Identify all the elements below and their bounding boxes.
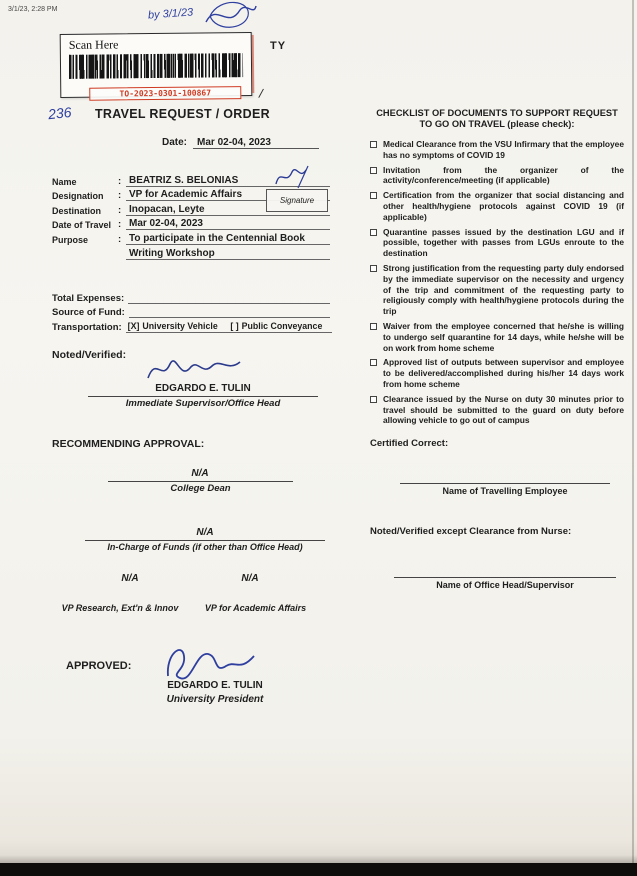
field-row-purpose-cont — [52, 245, 330, 260]
field-row-date-of-travel — [52, 216, 330, 231]
checklist-item-text: Approved list of outputs between supervisor and employee to be delivered/accomplished during his/her 14 days work from home scheme — [383, 357, 624, 389]
field-colon: : — [118, 175, 122, 187]
checklist-item-text: Quarantine passes issued by the destination LGU and if possible, together with passes from LGUs enroute to the destination — [383, 226, 624, 259]
approved-heading: APPROVED: — [66, 660, 132, 672]
scan-edge-artifact — [632, 0, 634, 863]
president-name: EDGARDO E. TULIN — [167, 680, 263, 691]
field-label: Destination — [52, 205, 102, 216]
handwritten-page-number: 236 — [47, 103, 73, 123]
president-signature — [158, 638, 263, 686]
signature-line — [88, 396, 318, 397]
supervisor-signature — [140, 352, 250, 386]
field-colon: : — [118, 219, 122, 231]
handwritten-received-note: by 3/1/23 — [147, 6, 194, 22]
president-role: University President — [166, 694, 264, 705]
noted-except-nurse-heading: Noted/Verified except Clearance from Nurse: — [370, 526, 572, 538]
travelling-employee-signature-line: Name of Travelling Employee — [400, 483, 610, 496]
checklist-item — [370, 263, 624, 317]
college-dean-value: N/A — [191, 468, 209, 479]
field-value: VP for Academic Affairs — [126, 189, 330, 201]
field-value: Mar 02-04, 2023 — [126, 218, 330, 230]
field-label: Date of Travel — [52, 220, 112, 231]
checkbox-icon — [370, 167, 377, 174]
checklist-item-text: Invitation from the organizer of the activity/conference/meeting (if applicable) — [383, 164, 624, 186]
checkbox-icon — [370, 265, 377, 272]
field-colon: : — [118, 204, 122, 216]
signature-line — [85, 540, 325, 541]
checklist-item — [370, 321, 624, 353]
checkbox-icon — [370, 359, 377, 366]
total-expenses-label: Total Expenses: — [52, 292, 125, 304]
source-of-fund-value — [129, 317, 330, 318]
transport-option-public-conveyance — [230, 321, 322, 331]
checkbox-icon — [370, 192, 377, 199]
checklist-item — [370, 357, 624, 389]
checklist-item-text: Strong justification from the requesting party duly endorsed by the immediate supervisor on the necessity and urgency of the trip and commitment of the requesting party to religiously comply with health/hygiene protocols during the trip — [383, 262, 624, 317]
checklist-item-text: Waiver from the employee concerned that he/she is willing to undergo self quarantine for 14 days, while he/she will be on work from home scheme — [383, 320, 624, 353]
expenses-section — [52, 289, 330, 333]
college-dean-label: College Dean — [170, 483, 231, 494]
checklist-column — [370, 108, 624, 590]
checklist-item — [370, 227, 624, 259]
checkbox-icon — [370, 396, 377, 403]
vp-academic-value: N/A — [241, 573, 259, 584]
transportation-label: Transportation: — [52, 321, 122, 333]
signature-line — [108, 481, 293, 482]
scan-bottom-edge — [0, 863, 637, 876]
checkbox-mark: [ ] — [230, 320, 239, 331]
vp-research-label: VP Research, Ext'n & Innov — [61, 603, 179, 613]
date-line — [162, 137, 319, 149]
document-title: TRAVEL REQUEST / ORDER — [95, 107, 270, 121]
checklist-item — [370, 165, 624, 187]
funds-value: N/A — [196, 527, 214, 538]
header-fragment: TY — [270, 40, 287, 52]
source-of-fund-row — [52, 304, 330, 319]
date-value: Mar 02-04, 2023 — [193, 137, 319, 149]
checkbox-icon — [370, 323, 377, 330]
signature-box-label: Signature — [279, 196, 315, 205]
checklist-item — [370, 394, 624, 426]
vp-research-value: N/A — [121, 573, 139, 584]
checklist-item — [370, 139, 624, 161]
recommending-approval-heading: RECOMMENDING APPROVAL: — [52, 438, 205, 450]
tracking-number-stamp — [89, 86, 241, 101]
transport-option-label: University Vehicle — [142, 320, 218, 331]
checklist-item-text: Clearance issued by the Nurse on duty 30 minutes prior to travel should be submitted to the guard on duty before allowing vehicle to go out of campus — [383, 393, 624, 426]
print-timestamp: 3/1/23, 2:28 PM — [8, 6, 58, 13]
field-colon: : — [118, 233, 122, 245]
field-label: Purpose — [52, 234, 89, 245]
field-label: Name — [52, 176, 77, 187]
field-value: Inopacan, Leyte — [126, 204, 330, 216]
transport-option-university-vehicle — [128, 321, 218, 331]
field-label: Designation — [52, 191, 104, 202]
transportation-row — [52, 318, 330, 333]
noted-verified-heading: Noted/Verified: — [52, 349, 127, 361]
scan-bottom-shadow — [0, 855, 637, 863]
field-row-purpose — [52, 230, 330, 245]
certified-correct-heading: Certified Correct: — [370, 438, 449, 450]
handwritten-scribble-signature — [198, 0, 262, 34]
checkbox-mark: [X] — [127, 320, 140, 331]
checklist-item — [370, 190, 624, 222]
field-value: Writing Workshop — [126, 248, 330, 260]
handwritten-initials — [268, 162, 314, 190]
vp-academic-label: VP for Academic Affairs — [204, 603, 307, 613]
date-label: Date: — [162, 137, 188, 148]
checklist-item-text: Certification from the organizer that social distancing and other health/hygiene protocols against COVID 19 (if applicable) — [383, 190, 624, 222]
transportation-value — [126, 321, 333, 333]
source-of-fund-label: Source of Fund: — [52, 307, 125, 318]
barcode-icon — [69, 53, 243, 79]
checkbox-icon — [370, 229, 377, 236]
handwritten-slash-mark: / — [257, 85, 265, 102]
total-expenses-row — [52, 289, 330, 304]
scan-here-label: Scan Here — [68, 37, 119, 52]
signature-box — [266, 189, 328, 212]
field-value: To participate in the Centennial Book — [126, 233, 330, 245]
tracking-number: TO-2023-0301-100867 — [119, 88, 212, 99]
red-stamp-edge — [252, 35, 255, 93]
checklist — [370, 139, 624, 426]
supervisor-name: EDGARDO E. TULIN — [155, 383, 251, 394]
checkbox-icon — [370, 141, 377, 148]
checklist-title-line1: CHECKLIST OF DOCUMENTS TO SUPPORT REQUEST — [376, 108, 618, 118]
checklist-item-text: Medical Clearance from the VSU Infirmary that the employee has no symptoms of COVID 19 — [383, 139, 624, 160]
transport-option-label: Public Conveyance — [241, 320, 323, 331]
scan-sticker — [60, 32, 265, 102]
office-head-signature-line: Name of Office Head/Supervisor — [394, 577, 616, 590]
checklist-title-line2: TO GO ON TRAVEL (please check): — [419, 119, 575, 129]
field-value: BEATRIZ S. BELONIAS — [126, 175, 330, 187]
total-expenses-value — [128, 303, 330, 304]
funds-label: In-Charge of Funds (if other than Office Head) — [107, 542, 303, 552]
field-colon: : — [118, 190, 122, 202]
supervisor-role: Immediate Supervisor/Office Head — [125, 398, 281, 409]
